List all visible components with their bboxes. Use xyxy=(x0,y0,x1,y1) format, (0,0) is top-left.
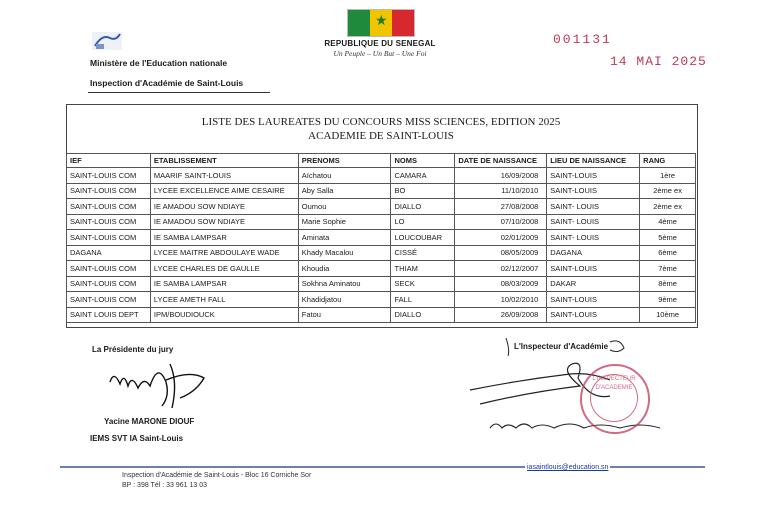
table-cell: SAINT-LOUIS COM xyxy=(67,183,151,199)
table-body xyxy=(67,168,696,323)
table-cell: DAGANA xyxy=(67,245,151,261)
table-cell: 16/09/2008 xyxy=(455,168,547,184)
flag-stripe-red xyxy=(392,10,414,36)
flag-stripe-green xyxy=(348,10,370,36)
table-cell: THIAM xyxy=(391,261,455,277)
table-cell: Aminata xyxy=(298,230,391,246)
table-cell: CAMARA xyxy=(391,168,455,184)
senegal-flag-icon xyxy=(347,9,415,37)
table-cell: LYCEE CHARLES DE GAULLE xyxy=(150,261,298,277)
table-cell: 4ème xyxy=(640,214,696,230)
jury-president-label: La Présidente du jury xyxy=(92,345,174,354)
table-cell: IPM/BOUDIOUCK xyxy=(150,307,298,323)
table-cell: Oumou xyxy=(298,199,391,215)
column-header-etablissement: ETABLISSEMENT xyxy=(150,154,298,168)
table-row xyxy=(67,292,696,308)
table-row xyxy=(67,245,696,261)
table-cell: 2ème ex xyxy=(640,199,696,215)
ministry-name: Ministère de l'Education nationale xyxy=(90,58,228,68)
document-title: LISTE DES LAUREATES DU CONCOURS MISS SCIENCES, EDITION 2025 xyxy=(201,116,561,128)
footer-email-link[interactable]: iasaintlouis@education.sn xyxy=(527,464,609,471)
table-cell: Khoudia xyxy=(298,261,391,277)
table-cell: SAINT-LOUIS COM xyxy=(67,292,151,308)
document-subtitle: ACADEMIE DE SAINT-LOUIS xyxy=(308,130,454,142)
table-cell: 5ème xyxy=(640,230,696,246)
table-cell: Aby Salla xyxy=(298,183,391,199)
table-cell: SAINT- LOUIS xyxy=(547,214,640,230)
table-row xyxy=(67,168,696,184)
republic-title: REPUBLIQUE DU SENEGAL xyxy=(324,39,436,48)
table-row xyxy=(67,199,696,215)
table-row xyxy=(67,230,696,246)
table-cell: LO xyxy=(391,214,455,230)
column-header-prenoms: PRENOMS xyxy=(298,154,391,168)
table-cell: Aïchatou xyxy=(298,168,391,184)
table-cell: 2ème ex xyxy=(640,183,696,199)
table-cell: 1ère xyxy=(640,168,696,184)
column-header-lieu-naissance: LIEU DE NAISSANCE xyxy=(547,154,640,168)
table-cell: DAKAR xyxy=(547,276,640,292)
table-cell: SAINT-LOUIS COM xyxy=(67,230,151,246)
table-cell: 08/05/2009 xyxy=(455,245,547,261)
table-cell: 11/10/2010 xyxy=(455,183,547,199)
table-cell: SAINT-LOUIS xyxy=(547,292,640,308)
table-cell: IE SAMBA LAMPSAR xyxy=(150,276,298,292)
table-cell: SAINT LOUIS DEPT xyxy=(67,307,151,323)
table-cell: Marie Sophie xyxy=(298,214,391,230)
table-cell: SAINT-LOUIS COM xyxy=(67,214,151,230)
inspector-label: L'Inspecteur d'Académie xyxy=(514,342,609,351)
table-cell: SAINT-LOUIS xyxy=(547,307,640,323)
table-cell: MAARIF SAINT-LOUIS xyxy=(150,168,298,184)
table-cell: LYCEE MAITRE ABDOULAYE WADE xyxy=(150,245,298,261)
table-cell: DAGANA xyxy=(547,245,640,261)
table-cell: DIALLO xyxy=(391,307,455,323)
table-cell: IE AMADOU SOW NDIAYE xyxy=(150,214,298,230)
table-cell: 26/09/2008 xyxy=(455,307,547,323)
table-cell: SAINT-LOUIS xyxy=(547,183,640,199)
official-seal-text: L'INSPECTEUR D'ACADEMIE xyxy=(590,374,638,422)
table-cell: SAINT-LOUIS COM xyxy=(67,199,151,215)
laureates-table xyxy=(66,153,696,323)
table-row xyxy=(67,276,696,292)
date-stamp: 14 MAI 2025 xyxy=(610,54,707,69)
footer-address: Inspection d'Académie de Saint-Louis - Bloc 16 Corniche Sor xyxy=(122,472,312,479)
jury-president-title: IEMS SVT IA Saint-Louis xyxy=(90,434,184,443)
table-row xyxy=(67,261,696,277)
table-cell: 02/01/2009 xyxy=(455,230,547,246)
table-cell: SAINT-LOUIS COM xyxy=(67,168,151,184)
table-cell: 9ème xyxy=(640,292,696,308)
table-row xyxy=(67,214,696,230)
table-cell: SAINT- LOUIS xyxy=(547,199,640,215)
column-header-ief: IEF xyxy=(67,154,151,168)
table-cell: 27/08/2008 xyxy=(455,199,547,215)
registration-number-stamp: 001131 xyxy=(553,32,612,47)
table-cell: Fatou xyxy=(298,307,391,323)
table-cell: IE AMADOU SOW NDIAYE xyxy=(150,199,298,215)
footer-contact: BP : 398 Tél : 33 961 13 03 xyxy=(122,482,207,489)
header-divider xyxy=(88,92,270,93)
table-cell: SAINT- LOUIS xyxy=(547,230,640,246)
table-cell: LYCEE EXCELLENCE AIME CESAIRE xyxy=(150,183,298,199)
table-row xyxy=(67,307,696,323)
ministry-logo-icon xyxy=(92,30,122,52)
column-header-rang: RANG xyxy=(640,154,696,168)
table-cell: SAINT-LOUIS COM xyxy=(67,261,151,277)
table-cell: 02/12/2007 xyxy=(455,261,547,277)
table-cell: BO xyxy=(391,183,455,199)
table-cell: Sokhna Aminatou xyxy=(298,276,391,292)
table-cell: SAINT-LOUIS xyxy=(547,261,640,277)
table-cell: LYCEE AMETH FALL xyxy=(150,292,298,308)
table-cell: IE SAMBA LAMPSAR xyxy=(150,230,298,246)
table-cell: 8ème xyxy=(640,276,696,292)
table-cell: SAINT-LOUIS COM xyxy=(67,276,151,292)
table-cell: 10ème xyxy=(640,307,696,323)
table-cell: Khady Macalou xyxy=(298,245,391,261)
inspection-name: Inspection d'Académie de Saint-Louis xyxy=(90,78,244,88)
table-row xyxy=(67,183,696,199)
table-cell: 7ème xyxy=(640,261,696,277)
column-header-noms: NOMS xyxy=(391,154,455,168)
table-cell: CISSÉ xyxy=(391,245,455,261)
jury-signature-icon xyxy=(100,352,220,412)
table-cell: 10/02/2010 xyxy=(455,292,547,308)
table-cell: LOUCOUBAR xyxy=(391,230,455,246)
table-cell: 08/03/2009 xyxy=(455,276,547,292)
jury-president-name: Yacine MARONE DIOUF xyxy=(104,417,195,426)
table-cell: 07/10/2008 xyxy=(455,214,547,230)
flag-star-icon: ★ xyxy=(375,14,388,29)
table-cell: Khadidjatou xyxy=(298,292,391,308)
table-cell: DIALLO xyxy=(391,199,455,215)
table-cell: SECK xyxy=(391,276,455,292)
table-header-row xyxy=(67,154,696,168)
table-cell: FALL xyxy=(391,292,455,308)
national-motto: Un Peuple – Un But – Une Foi xyxy=(333,49,427,58)
table-cell: 6ème xyxy=(640,245,696,261)
column-header-date-naissance: DATE DE NAISSANCE xyxy=(455,154,547,168)
table-cell: SAINT-LOUIS xyxy=(547,168,640,184)
